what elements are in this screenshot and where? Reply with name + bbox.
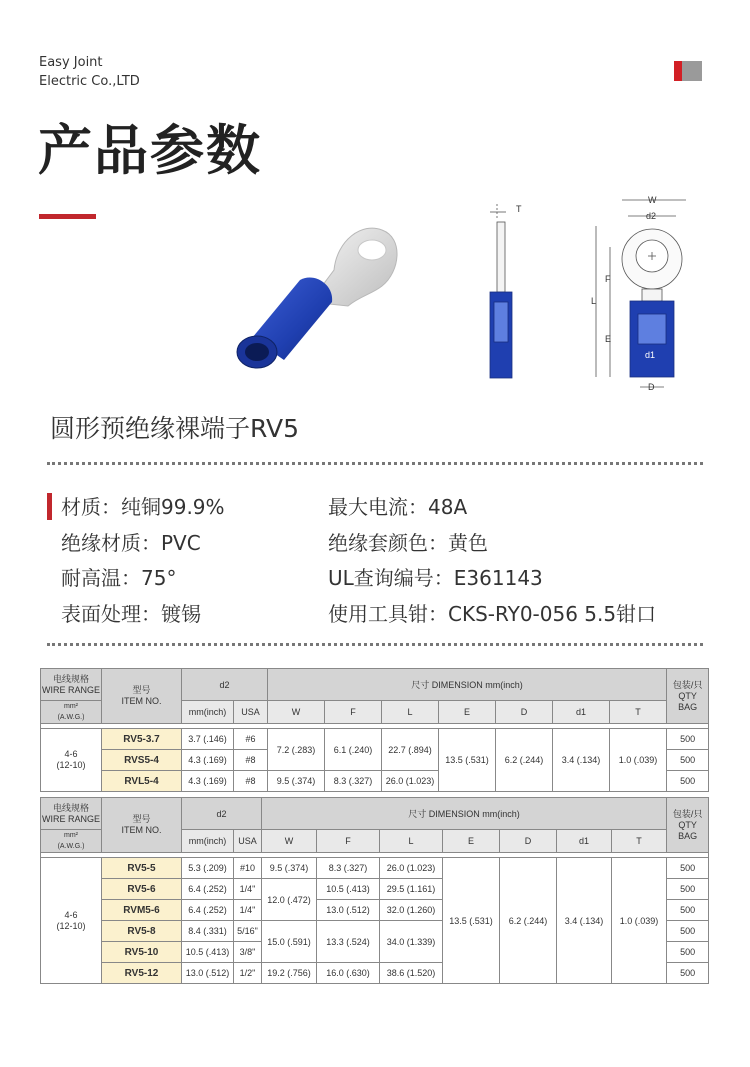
f-value: 6.1 (.240) <box>325 729 382 771</box>
header-l: L <box>382 701 439 724</box>
usa-value: 1/4" <box>234 900 262 921</box>
page-title: 产品参数 <box>38 119 262 182</box>
usa-value: 1/2" <box>234 963 262 984</box>
table-header-row <box>41 669 709 701</box>
header-dimension: 尺寸 DIMENSION mm(inch) <box>262 798 667 830</box>
brand-logo-mark <box>674 61 702 81</box>
product-name: 圆形预绝缘裸端子RV5 <box>50 414 300 443</box>
d2-value: 6.4 (.252) <box>182 879 234 900</box>
label-l: L <box>591 296 597 306</box>
table-row <box>41 858 709 879</box>
specs-accent-bar <box>47 493 52 520</box>
f-value: 10.5 (.413) <box>317 879 380 900</box>
l-value: 26.0 (1.023) <box>382 771 439 792</box>
header-d1: d1 <box>557 830 612 853</box>
header-d2: d2 <box>182 669 268 701</box>
item-no: RVS5-4 <box>102 750 182 771</box>
company-name-line2: Electric Co.,LTD <box>39 74 140 89</box>
header-w: W <box>262 830 317 853</box>
technical-drawing <box>470 192 710 402</box>
dotted-divider-bottom <box>47 643 703 646</box>
header-f: F <box>317 830 380 853</box>
header-l: L <box>380 830 443 853</box>
qty-value: 500 <box>667 771 709 792</box>
header-item-no: 型号 ITEM NO. <box>102 669 182 724</box>
l-value: 29.5 (1.161) <box>380 879 443 900</box>
f-value: 13.3 (.524) <box>317 921 380 963</box>
spec-heat-resistance: 耐高温：75° <box>61 566 177 590</box>
item-no: RVM5-6 <box>102 900 182 921</box>
usa-value: 5/16" <box>234 921 262 942</box>
blue-insulation-sleeve <box>237 277 332 368</box>
qty-value: 500 <box>667 921 709 942</box>
header-d2: d2 <box>182 798 262 830</box>
qty-value: 500 <box>667 879 709 900</box>
item-no: RV5-8 <box>102 921 182 942</box>
label-f: F <box>605 274 611 284</box>
usa-value: #8 <box>234 750 268 771</box>
logo-gray-block <box>682 61 702 81</box>
header-units: mm² (A.W.G.) <box>41 830 102 853</box>
header-usa: USA <box>234 701 268 724</box>
t-value: 1.0 (.039) <box>610 729 667 792</box>
item-no: RVL5-4 <box>102 771 182 792</box>
dotted-divider-top <box>47 462 703 465</box>
label-e: E <box>605 334 612 344</box>
l-value: 38.6 (1.520) <box>380 963 443 984</box>
header-item-no: 型号 ITEM NO. <box>102 798 182 853</box>
l-value: 32.0 (1.260) <box>380 900 443 921</box>
d2-value: 8.4 (.331) <box>182 921 234 942</box>
l-value: 26.0 (1.023) <box>380 858 443 879</box>
spec-table-1 <box>40 668 709 792</box>
e-value: 13.5 (.531) <box>443 858 500 984</box>
header-d: D <box>500 830 557 853</box>
spec-max-current: 最大电流：48A <box>328 495 468 519</box>
wire-range-cell: 4-6 (12-10) <box>41 858 102 984</box>
logo-red-block <box>674 61 682 81</box>
item-no: RV5-10 <box>102 942 182 963</box>
label-t: T <box>516 204 522 214</box>
header-mm-inch: mm(inch) <box>182 830 234 853</box>
e-value: 13.5 (.531) <box>439 729 496 792</box>
f-value: 13.0 (.512) <box>317 900 380 921</box>
header-wire-range: 电线规格 WIRE RANGE <box>41 798 102 830</box>
label-w: W <box>648 195 657 205</box>
header-t: T <box>610 701 667 724</box>
item-no: RV5-5 <box>102 858 182 879</box>
product-photo <box>222 210 422 395</box>
w-value: 12.0 (.472) <box>262 879 317 921</box>
header-qty: 包装/只 QTY BAG <box>667 798 709 853</box>
table-header-row <box>41 798 709 830</box>
w-value: 19.2 (.756) <box>262 963 317 984</box>
w-value: 15.0 (.591) <box>262 921 317 963</box>
d2-value: 4.3 (.169) <box>182 771 234 792</box>
header-f: F <box>325 701 382 724</box>
qty-value: 500 <box>667 942 709 963</box>
spec-ul-number: UL查询编号：E361143 <box>328 566 543 590</box>
d1-value: 3.4 (.134) <box>553 729 610 792</box>
company-name-line1: Easy Joint <box>39 55 103 70</box>
side-view <box>490 204 512 378</box>
label-d: D <box>648 382 655 392</box>
header-mm-inch: mm(inch) <box>182 701 234 724</box>
header-usa: USA <box>234 830 262 853</box>
header-units: mm² (A.W.G.) <box>41 701 102 724</box>
w-value: 9.5 (.374) <box>262 858 317 879</box>
d2-value: 5.3 (.209) <box>182 858 234 879</box>
qty-value: 500 <box>667 963 709 984</box>
title-underline <box>39 214 96 219</box>
item-no: RV5-3.7 <box>102 729 182 750</box>
f-value: 8.3 (.327) <box>317 858 380 879</box>
d2-value: 13.0 (.512) <box>182 963 234 984</box>
header-e: E <box>443 830 500 853</box>
spec-insulation-material: 绝缘材质：PVC <box>61 531 201 555</box>
usa-value: #6 <box>234 729 268 750</box>
spec-insulation-color: 绝缘套颜色：黄色 <box>328 531 488 555</box>
usa-value: 1/4" <box>234 879 262 900</box>
d-value: 6.2 (.244) <box>500 858 557 984</box>
d1-value: 3.4 (.134) <box>557 858 612 984</box>
qty-value: 500 <box>667 729 709 750</box>
usa-value: #10 <box>234 858 262 879</box>
header-d1: d1 <box>553 701 610 724</box>
qty-value: 500 <box>667 858 709 879</box>
f-value: 8.3 (.327) <box>325 771 382 792</box>
l-value: 34.0 (1.339) <box>380 921 443 963</box>
spec-tool: 使用工具钳：CKS-RY0-056 5.5钳口 <box>328 602 657 626</box>
table-row <box>41 729 709 750</box>
item-no: RV5-6 <box>102 879 182 900</box>
header-e: E <box>439 701 496 724</box>
spec-material: 材质：纯铜99.9% <box>61 495 225 519</box>
header-wire-range: 电线规格 WIRE RANGE <box>41 669 102 701</box>
header-dimension: 尺寸 DIMENSION mm(inch) <box>268 669 667 701</box>
d2-value: 10.5 (.413) <box>182 942 234 963</box>
header-w: W <box>268 701 325 724</box>
usa-value: #8 <box>234 771 268 792</box>
f-value: 16.0 (.630) <box>317 963 380 984</box>
qty-value: 500 <box>667 900 709 921</box>
usa-value: 3/8" <box>234 942 262 963</box>
spec-table-2 <box>40 797 709 984</box>
spec-surface: 表面处理：镀锡 <box>61 602 201 626</box>
l-value: 22.7 (.894) <box>382 729 439 771</box>
label-d2: d2 <box>646 211 657 221</box>
item-no: RV5-12 <box>102 963 182 984</box>
label-d1: d1 <box>645 350 656 360</box>
d-value: 6.2 (.244) <box>496 729 553 792</box>
d2-value: 3.7 (.146) <box>182 729 234 750</box>
t-value: 1.0 (.039) <box>612 858 667 984</box>
company-name <box>39 53 140 91</box>
d2-value: 6.4 (.252) <box>182 900 234 921</box>
top-view <box>596 200 686 387</box>
d2-value: 4.3 (.169) <box>182 750 234 771</box>
wire-range-cell: 4-6 (12-10) <box>41 729 102 792</box>
qty-value: 500 <box>667 750 709 771</box>
w-value: 7.2 (.283) <box>268 729 325 771</box>
header-t: T <box>612 830 667 853</box>
w-value: 9.5 (.374) <box>268 771 325 792</box>
header-qty: 包装/只 QTY BAG <box>667 669 709 724</box>
header-d: D <box>496 701 553 724</box>
